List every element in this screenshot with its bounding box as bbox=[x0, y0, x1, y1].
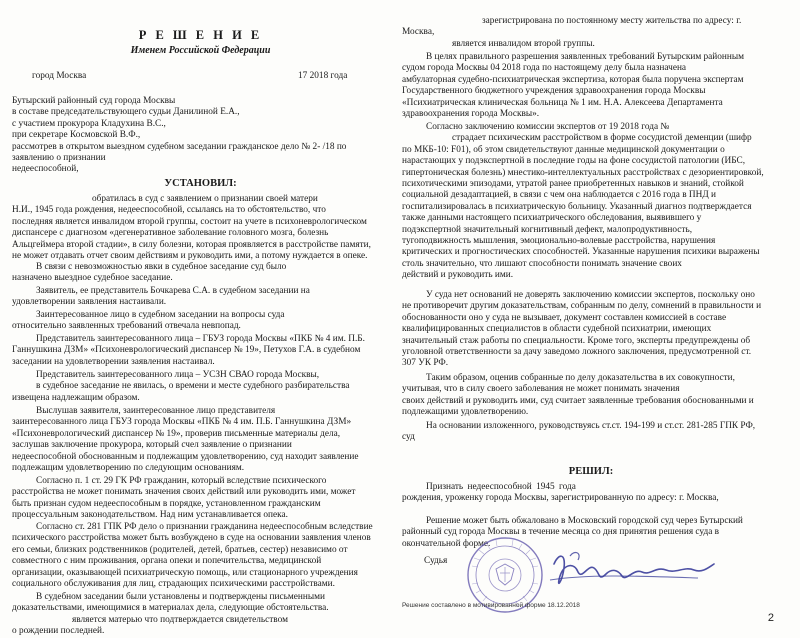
text-line: Ганнушкина ДЗМ» «Психоневрологический диспансер № 19», Петухов Г.А. в судебном bbox=[12, 345, 361, 356]
city: город Москва bbox=[32, 71, 87, 81]
text-line: В судебном заседании были установлены и подтверждены письменными bbox=[36, 592, 325, 602]
text-line: социальной дезадаптацией, в связи с чем она наблюдается с 2016 года в ПНД и bbox=[402, 190, 717, 201]
paragraph-expertise bbox=[402, 52, 780, 120]
paragraph-applicant bbox=[12, 286, 389, 309]
text-line: психического расстройства может быть возбуждено в суде на основании заявления членов bbox=[12, 533, 371, 544]
intro-line: в составе председательствующего судьи Данилиной Е.А., bbox=[12, 107, 240, 118]
text-line: последняя является инвалидом второй группы, состоит на учете в психоневрологическом bbox=[12, 216, 367, 227]
text-line: столь значительно, что лишают способности понимать значение своих bbox=[402, 258, 682, 269]
document-subtitle: Именем Российской Федерации bbox=[130, 45, 271, 56]
court-intro bbox=[12, 96, 389, 176]
text-line: процессуальным законодательством. Над ним устанавливается опека. bbox=[12, 510, 288, 521]
text-line: страдает психическим расстройством в форме сосудистой деменции (шифр bbox=[452, 133, 752, 144]
text-line: заинтересованного лица ГБУЗ города Москвы «ПКБ № 4 им. П.Б. Ганнушкина ДЗМ» bbox=[12, 417, 352, 428]
text-line: нарастающих у подэкспертной в последние годы на фоне сосудистой патологии (ИБС, bbox=[402, 156, 746, 167]
text-line: подлежащим удовлетворению по следующим основаниям. bbox=[12, 463, 245, 474]
text-line: значительный стаж работы по специальности. Кроме того, эксперты предупреждены об bbox=[402, 335, 751, 346]
text-line: не противоречит другим доказательствам, собранным по делу, сомнений в правильности и bbox=[402, 301, 762, 312]
text-line: извещена надлежащим образом. bbox=[12, 392, 140, 403]
text-line: суд bbox=[402, 432, 415, 443]
intro-line: при секретаре Космовской В.Ф., bbox=[12, 130, 141, 141]
text-line: учитывая, что в силу своего заболевания не может понимать значения bbox=[402, 384, 680, 395]
text-line: Выслушав заявителя, заинтересованное лицо представителя bbox=[36, 406, 276, 416]
text-line: подлежащими удовлетворению. bbox=[402, 407, 529, 418]
text-line: обратилась в суд с заявлением о признании своей матери bbox=[92, 194, 318, 204]
paragraph-claim bbox=[12, 194, 389, 262]
text-line: судом города Москвы 04 2018 года по настоящему делу была назначена bbox=[402, 63, 687, 74]
text-line: быть признан судом недееспособным в порядке, установленном гражданским bbox=[12, 498, 321, 509]
text-line: Представитель заинтересованного лица – ГБУЗ города Москвы «ПКБ № 4 им. П.Б. bbox=[36, 334, 365, 344]
text-line: В связи с невозможностью явки в судебное заседание суд было bbox=[36, 262, 287, 272]
paragraph-session bbox=[12, 262, 389, 285]
intro-line: недееспособной, bbox=[12, 164, 79, 175]
text-line: Согласно заключению комиссии экспертов от 19 2018 года № bbox=[426, 122, 670, 132]
text-line: совместного с ним проживания, органа опеки и попечительства, медицинской bbox=[12, 556, 322, 567]
paragraph-conclusion bbox=[402, 373, 780, 419]
text-line: не может отдавать отчет своим действиям и руководить ими, а потому нуждается в опеке. bbox=[12, 251, 368, 262]
text-line: На основании изложенного, руководствуясь ст.ст. 194-199 и ст.ст. 281-285 ГПК РФ, bbox=[426, 421, 756, 431]
text-line: его семьи, близких родственников (родителей, детей, братьев, сестер) независимо от bbox=[12, 544, 348, 555]
text-line: амбулаторная судебно-психиатрическая экспертиза, которая была поручена экспертам bbox=[402, 74, 744, 85]
page-number: 2 bbox=[767, 612, 774, 624]
text-line: Решение может быть обжаловано в Московский городской суд через Бутырский bbox=[426, 516, 743, 526]
paragraph-grounds bbox=[402, 421, 780, 444]
paragraph-circumstances bbox=[12, 592, 389, 638]
paragraph-registration bbox=[402, 16, 780, 50]
text-line: Согласно ст. 281 ГПК РФ дело о признании гражданина недееспособным вследствие bbox=[36, 522, 373, 532]
text-line: психотическими эпизодами, утратой ранее приобретенных навыков и знаний, стойкой bbox=[402, 179, 744, 190]
paragraph-gk-29 bbox=[12, 476, 389, 522]
text-line: тугоподвижность мышления, эмоционально-волевые расстройства, нарушения bbox=[402, 236, 716, 247]
intro-line: заявлению о признании bbox=[12, 153, 106, 164]
text-line: зарегистрирована по постоянному месту жительства по адресу: г. bbox=[482, 16, 742, 26]
footnote: Решение составлено в мотивированной форме 18.12.2018 bbox=[402, 602, 580, 609]
text-line: квалифицированных специалистов в области судебной психиатрии, имеющих bbox=[402, 324, 712, 335]
text-line: социального обслуживания для лиц, страдающих психическими расстройствами. bbox=[12, 579, 335, 590]
text-line: Государственного бюджетного учреждения здравоохранения города Москвы bbox=[402, 86, 706, 97]
text-line: удовлетворении заявления настаивали. bbox=[12, 297, 167, 308]
text-line: своих действий и руководить ими, суд считает заявленные требования обоснованными и bbox=[402, 395, 754, 406]
text-line: является инвалидом второй группы. bbox=[452, 38, 595, 49]
text-line: критических и прогностических способностей. Указанные нарушения психики выражены bbox=[402, 247, 760, 258]
text-line: действий и руководить ими. bbox=[402, 270, 514, 281]
text-line: Москва, bbox=[402, 27, 435, 38]
text-line: У суда нет оснований не доверять заключению комиссии экспертов, поскольку оно bbox=[426, 290, 755, 300]
paragraph-ruling bbox=[402, 482, 780, 505]
text-line: заслушав заключение прокурора, который счел заявление о признании bbox=[12, 440, 292, 451]
text-line: диспансере с диагнозом «дегенеративное заболевание головного мозга, болезнь bbox=[12, 228, 329, 239]
paragraph-pkb-representative bbox=[12, 334, 389, 368]
text-line: Признать недееспособной 1945 года bbox=[426, 482, 576, 492]
text-line: В целях правильного разрешения заявленных требований Бутырским районным bbox=[426, 52, 745, 62]
text-line: окончательной форме. bbox=[402, 538, 491, 549]
text-line: назначено выездное судебное заседание. bbox=[12, 273, 173, 284]
intro-line: рассмотрев в открытом выездном судебном заседании гражданское дело № 2- /18 по bbox=[12, 141, 347, 152]
text-line: госпитализировалась в психиатрическую больницу. Указанный диагноз подтверждается bbox=[402, 201, 752, 212]
text-line: Представитель заинтересованного лица – УСЗН СВАО города Москвы, bbox=[36, 370, 320, 380]
text-line: Н.И., 1945 года рождения, недееспособной, ссылаясь на то обстоятельство, что bbox=[12, 205, 326, 216]
text-line: районный суд города Москвы в течение месяца со дня принятия решения суда в bbox=[402, 527, 720, 538]
text-line: о рождении последней. bbox=[12, 626, 105, 637]
text-line: «Психиатрическая клиническая больница № 1 им. Н.А. Алексеева Департамента bbox=[402, 97, 723, 108]
text-line: гипертоническая болезнь) мнестико-интеллектуальных расстройствах с дезориентировкой, bbox=[402, 167, 764, 178]
paragraph-expert-conclusion bbox=[402, 122, 780, 282]
text-line: заседании на удовлетворении заявления настаивал. bbox=[12, 356, 215, 367]
text-line: уголовной ответственности за дачу заведомо ложного заключения, предусмотренной ст. bbox=[402, 347, 752, 358]
text-line: Заявитель, ее представитель Бочкарева С.А. в судебном заседании на bbox=[36, 286, 310, 296]
text-line: рождения, уроженку города Москвы, зарегистрированную по адресу: г. Москва, bbox=[402, 493, 719, 504]
intro-line: с участием прокурора Кладухина В.С., bbox=[12, 118, 166, 129]
text-line: 307 УК РФ. bbox=[402, 358, 449, 369]
decided-heading: РЕШИЛ: bbox=[568, 466, 614, 477]
judge-label: Судья bbox=[424, 556, 448, 566]
text-line: Согласно п. 1 ст. 29 ГК РФ гражданин, который вследствие психического bbox=[36, 476, 327, 486]
text-line: относительно заявленных требований отвечала невпопад. bbox=[12, 321, 241, 332]
text-line: обоснованности оно у суда не вызывает, документ составлен комиссией в составе bbox=[402, 312, 727, 323]
text-line: является матерью что подтверждается свидетельством bbox=[72, 614, 288, 625]
paragraph-gpk-281 bbox=[12, 522, 389, 590]
text-line: организации, оказывающей психиатрическую помощь, или стационарного учреждения bbox=[12, 567, 358, 578]
text-line: также данными настоящего психиатрического обследования, выявившего у bbox=[402, 213, 702, 224]
text-line: «Психоневрологический диспансер № 19», проверив письменные материалы дела, bbox=[12, 428, 341, 439]
document-title: Р Е Ш Е Н И Е bbox=[138, 28, 263, 42]
text-line: доказательствами, имеющимися в материалах дела, следующие обстоятельства. bbox=[12, 603, 329, 614]
paragraph-hearing bbox=[12, 406, 389, 474]
established-heading: УСТАНОВИЛ: bbox=[164, 178, 237, 189]
text-line: Альцгеймера второй стадии», в силу болезни, которая проявляется в расстройстве памяти, bbox=[12, 239, 371, 250]
decision-date: 17 2018 года bbox=[298, 71, 348, 81]
paragraph-interested-person bbox=[12, 310, 389, 333]
text-line: Заинтересованное лицо в судебном заседании на вопросы суда bbox=[36, 310, 285, 320]
text-line: подэкспертной значительный когнитивный дефект, малопродуктивность, bbox=[402, 224, 693, 235]
text-line: недееспособной обоснованным и подлежащим удовлетворению, суд находит заявление bbox=[12, 451, 359, 462]
paragraph-uszn-representative bbox=[12, 370, 389, 404]
judge-signature-icon bbox=[548, 546, 718, 596]
text-line: здравоохранения города Москвы». bbox=[402, 109, 540, 120]
text-line: расстройства не может понимать значения своих действий или руководить ими, может bbox=[12, 487, 356, 498]
text-line: по МКБ-10: F01), об этом свидетельствуют данные медицинской документации о bbox=[402, 144, 725, 155]
text-line: Таким образом, оценив собранные по делу доказательства в их совокупности, bbox=[426, 373, 735, 383]
paragraph-trust-expertise bbox=[402, 290, 780, 370]
intro-line: Бутырский районный суд города Москвы bbox=[12, 96, 176, 106]
text-line: в судебное заседание не явилась, о времени и месте судебного разбирательства bbox=[36, 381, 350, 392]
